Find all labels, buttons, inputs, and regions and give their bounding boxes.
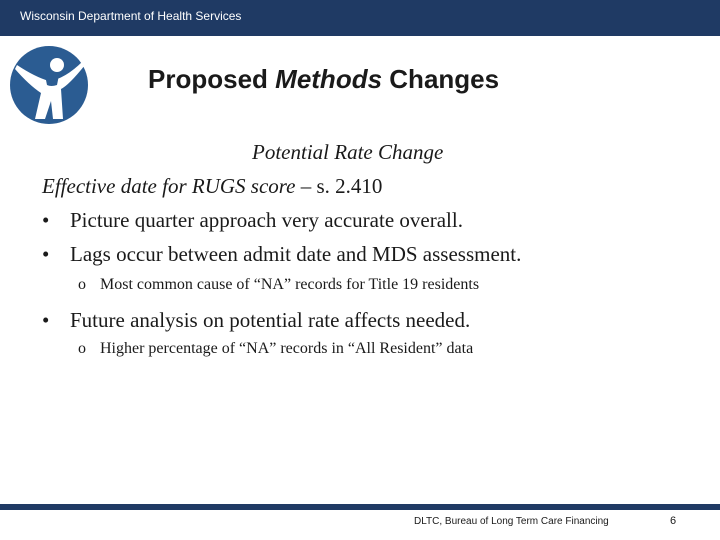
bullet-text: Lags occur between admit date and MDS assessment.	[70, 242, 522, 266]
effective-date-line	[42, 174, 382, 199]
bullet-marker: •	[42, 308, 50, 332]
bullet-marker: •	[42, 208, 50, 232]
effective-date-ref: – s. 2.410	[295, 174, 383, 198]
sub-bullet-marker: o	[78, 340, 86, 357]
bullet-item	[42, 208, 463, 233]
title-part-changes: Changes	[389, 64, 500, 94]
bullet-item	[42, 242, 521, 267]
section-subtitle: Potential Rate Change	[252, 140, 444, 164]
bullet-text: Future analysis on potential rate affects needed.	[70, 308, 471, 332]
page-number: 6	[670, 515, 677, 527]
sub-bullet-text: Most common cause of “NA” records for Title 19 residents	[100, 276, 480, 293]
header-bar	[0, 0, 720, 36]
page-title	[148, 64, 588, 95]
title-part-proposed: Proposed	[148, 64, 268, 94]
bullet-item	[42, 308, 470, 333]
person-figure-icon	[9, 45, 89, 125]
footer-text: DLTC, Bureau of Long Term Care Financing	[414, 516, 609, 527]
sub-bullet-item	[78, 276, 479, 294]
bullet-marker: •	[42, 242, 50, 266]
sub-bullet-marker: o	[78, 276, 86, 293]
bullet-text: Picture quarter approach very accurate overall.	[70, 208, 463, 232]
title-part-methods: Methods	[275, 64, 383, 94]
header-org-name: Wisconsin Department of Health Services	[20, 9, 242, 23]
sub-bullet-item	[78, 340, 473, 358]
sub-bullet-text: Higher percentage of “NA” records in “All Resident” data	[100, 340, 474, 357]
footer-divider	[0, 504, 720, 510]
effective-date-label: Effective date for RUGS score	[42, 174, 296, 198]
